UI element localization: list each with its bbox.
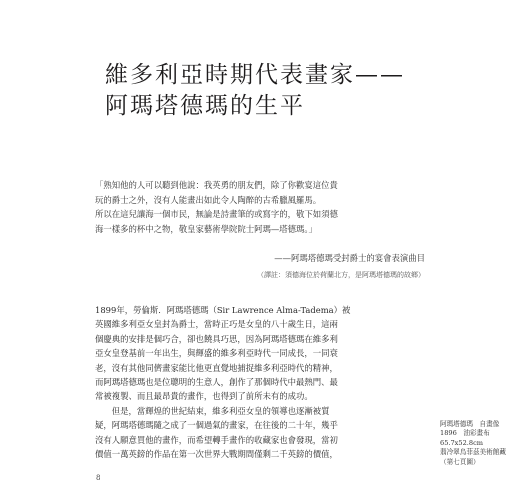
body-line: 疑，阿瑪塔德瑪隨之成了一個過氣的畫家，在往後的二十年，幾乎 [95, 420, 338, 431]
page-number: 8 [96, 474, 101, 482]
body-line: 英國維多利亞女皇封為爵士，當時正巧是女皇的八十歲生日，這兩 [95, 319, 338, 330]
quote-line: 「熟知他的人可以聽到他說：我英勇的朋友們，除了你歡宴這位貴 [95, 180, 338, 190]
body-line: 價值一萬英鎊的作品在第一次世界大戰期間僅剩二千英鎊的價值， [95, 449, 338, 460]
artwork-caption [440, 420, 520, 467]
quote-line: 所以在這兒讓海一個市民，無論是詩畫筆的或寫字的，敬下如須德 [95, 209, 338, 220]
body-line: 沒有人願意買他的畫作，而希望轉手畫作的收藏家也會發現，當初 [95, 434, 338, 445]
body-line: 亞女皇登基前一年出生，與輝盛的維多利亞時代一同成長，一同衰 [95, 348, 338, 359]
quote-line: 海一樣多的杯中之物，敬皇家藝術學院院士阿瑪—塔德瑪。」 [95, 223, 317, 234]
body-text [95, 303, 425, 461]
body-line: 但是，當輝煌的世紀結束，維多利亞女皇的領導也逐漸被質 [95, 405, 330, 416]
caption-line: （第七頁圖） [440, 457, 480, 466]
translator-note: （譯註：須德海位於荷蘭北方，是阿瑪塔德瑪的故鄉） [257, 271, 425, 279]
quote-line: 玩的爵士之外，沒有人能畫出如此令人陶醉的古希臘風羅馬。 [95, 194, 322, 205]
body-line: 而阿瑪塔德瑪也是位聰明的生意人，創作了那個時代中最熱門、最 [95, 377, 338, 388]
quote-attribution: ——阿瑪塔德瑪受封爵士的宴會表演曲目 [274, 253, 425, 263]
body-line: 個慶典的安排是個巧合，卻也饒具巧思，因為阿瑪塔德瑪在維多利 [95, 333, 338, 344]
chapter-title [105, 60, 435, 122]
caption-line: 阿瑪塔德瑪 自畫像 [440, 420, 500, 428]
body-line: 1899年，勞倫斯．阿瑪塔德瑪（Sir Lawrence Alma-Tadema）被 [95, 305, 351, 315]
epigraph-quote [95, 178, 425, 279]
caption-line: 翡冷翠烏菲茲美術館藏 [440, 448, 506, 457]
body-line: 常被複製、而且最昂貴的畫作，也得到了前所未有的成功。 [95, 391, 313, 402]
caption-line: 65.7x52.8cm [440, 438, 484, 447]
chapter-title-line-2: 阿瑪塔德瑪的生平 [105, 93, 305, 119]
chapter-title-line-1: 維多利亞時期代表畫家—— [105, 62, 405, 88]
caption-line: 1896 油彩畫布 [440, 429, 490, 438]
body-line: 老，沒有其他同儕畫家能比他更直覺地捕捉維多利亞時代的精神， [95, 362, 338, 373]
